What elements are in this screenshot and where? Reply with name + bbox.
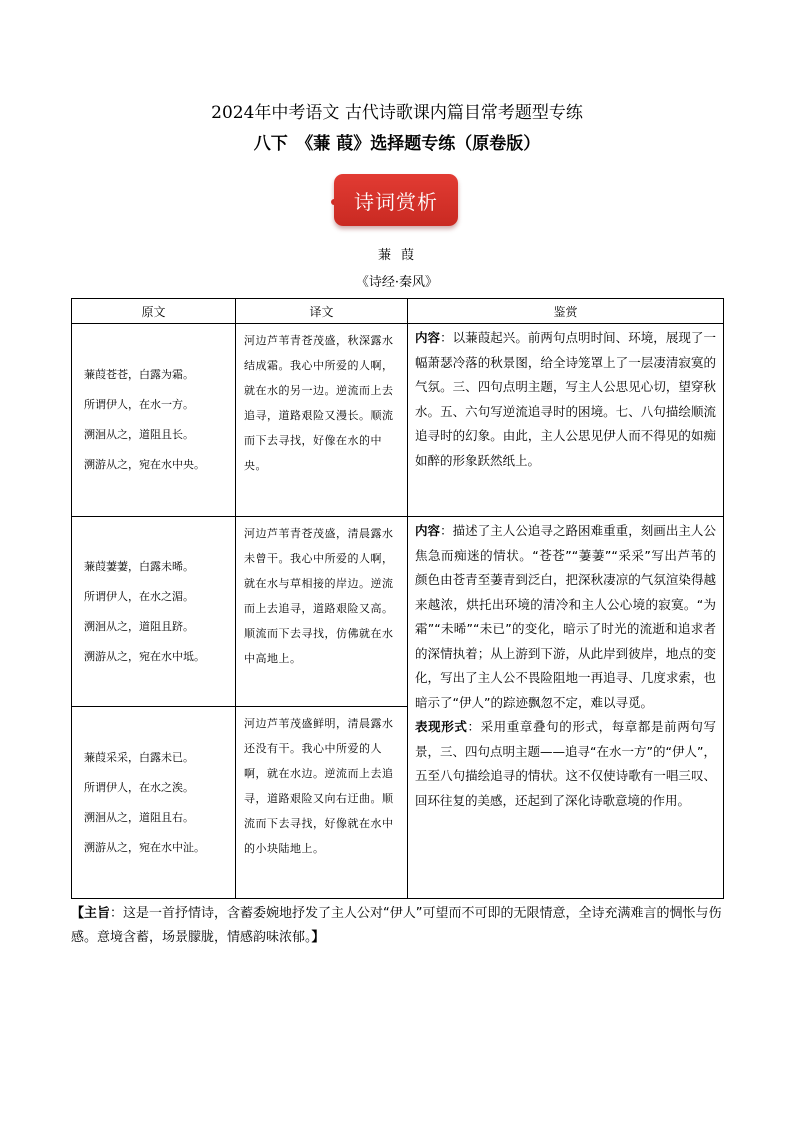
table-header-row xyxy=(72,299,724,324)
table-row xyxy=(72,517,724,707)
original-line: 蒹葭萋萋，白露未晞。 xyxy=(84,559,194,573)
appreciation-text: ：以蒹葭起兴。前两句点明时间、环境，展现了一幅萧瑟冷落的秋景图，给全诗笼罩上了一层凄清寂寞的气氛。三、四句点明主题，写主人公思见心切，望穿秋水。五、六句写逆流追寻时的困境。七、八句描绘顺流追寻时的幻象。由此，主人公思见伊人而不得见的如痴如醉的形象跃然纸上。 xyxy=(415,330,716,468)
original-line: 溯游从之，宛在水中坻。 xyxy=(84,649,205,663)
section-badge: 诗词赏析 xyxy=(334,174,458,226)
original-line: 溯洄从之，道阻且右。 xyxy=(84,810,194,824)
theme-summary xyxy=(71,902,731,950)
original-line: 溯游从之，宛在水中沚。 xyxy=(84,840,205,854)
original-line: 蒹葭苍苍，白露为霜。 xyxy=(84,368,194,381)
appreciation-cell-1 xyxy=(408,324,724,517)
document-subtitle: 八下 《蒹 葭》选择题专练（原卷版） xyxy=(253,134,541,154)
header-original: 原文 xyxy=(72,299,236,324)
theme-bracket-close: 】 xyxy=(311,930,325,945)
appreciation-text: ：采用重章叠句的形式，每章都是前两句写景，三、四句点明主题——追寻“在水一方”的“伊人”，五至八句描绘追寻的情状。这不仅使诗歌有一唱三叹、回环往复的美感，还起到了深化诗歌意境的作用。 xyxy=(415,719,716,808)
poem-title: 蒹葭 xyxy=(377,248,424,263)
translation-cell: 河边芦苇茂盛鲜明，清晨露水还没有干。我心中所爱的人啊，就在水边。逆流而上去追寻，道路艰险又向右迂曲。顺流而下去寻找，好像就在水中的小块陆地上。 xyxy=(236,707,408,899)
header-appreciation: 鉴赏 xyxy=(408,299,724,324)
original-line: 所谓伊人，在水之涘。 xyxy=(84,780,194,794)
original-cell xyxy=(72,517,236,707)
original-line: 溯洄从之，道阻且长。 xyxy=(84,428,194,441)
original-cell xyxy=(72,324,236,517)
translation-cell: 河边芦苇青苍茂盛，秋深露水结成霜。我心中所爱的人啊，就在水的另一边。逆流而上去追寻，道路艰险又漫长。顺流而下去寻找，好像在水的中央。 xyxy=(236,324,408,517)
table-row xyxy=(72,324,724,517)
original-line: 所谓伊人，在水之湄。 xyxy=(84,589,194,603)
theme-bracket-open: 【 xyxy=(71,906,85,921)
appreciation-label: 表现形式 xyxy=(415,719,468,734)
theme-label: 主旨 xyxy=(84,906,111,921)
appreciation-label: 内容 xyxy=(415,330,441,345)
original-cell xyxy=(72,707,236,899)
header-translation: 译文 xyxy=(236,299,408,324)
original-line: 所谓伊人，在水一方。 xyxy=(84,398,194,411)
poem-source: 《诗经·秦风》 xyxy=(355,275,439,290)
appreciation-cell-2 xyxy=(408,517,724,899)
poem-table xyxy=(71,298,724,899)
translation-cell: 河边芦苇青苍茂盛，清晨露水未曾干。我心中所爱的人啊，就在水与草相接的岸边。逆流而上去追寻，道路艰险又高。顺流而下去寻找，仿佛就在水中高地上。 xyxy=(236,517,408,707)
theme-text: ：这是一首抒情诗，含蓄委婉地抒发了主人公对“伊人”可望而不可即的无限情意，全诗充满难言的惆怅与伤感。意境含蓄，场景朦胧，情感韵味浓郁。 xyxy=(71,906,722,945)
original-line: 蒹葭采采，白露未已。 xyxy=(84,750,194,764)
original-line: 溯洄从之，道阻且跻。 xyxy=(84,619,194,633)
appreciation-text: ：描述了主人公追寻之路困难重重，刻画出主人公焦急而痴迷的情状。“苍苍”“萋萋”“采采”写出芦苇的颜色由苍青至萋青到泛白，把深秋凄凉的气氛渲染得越来越浓，烘托出环境的清冷和主人公心境的寂寞。“为霜”“未晞”“未已”的变化，暗示了时光的流逝和追求者的深情执着；从上游到下游，从此岸到彼岸，地点的变化，写出了主人公不畏险阻地一再追寻、几度求索，也暗示了“伊人”的踪迹飘忽不定，难以寻觅。 xyxy=(415,523,716,710)
document-title: 2024年中考语文 古代诗歌课内篇目常考题型专练 xyxy=(211,103,583,123)
original-line: 溯游从之，宛在水中央。 xyxy=(84,458,205,471)
appreciation-label: 内容 xyxy=(415,523,441,538)
